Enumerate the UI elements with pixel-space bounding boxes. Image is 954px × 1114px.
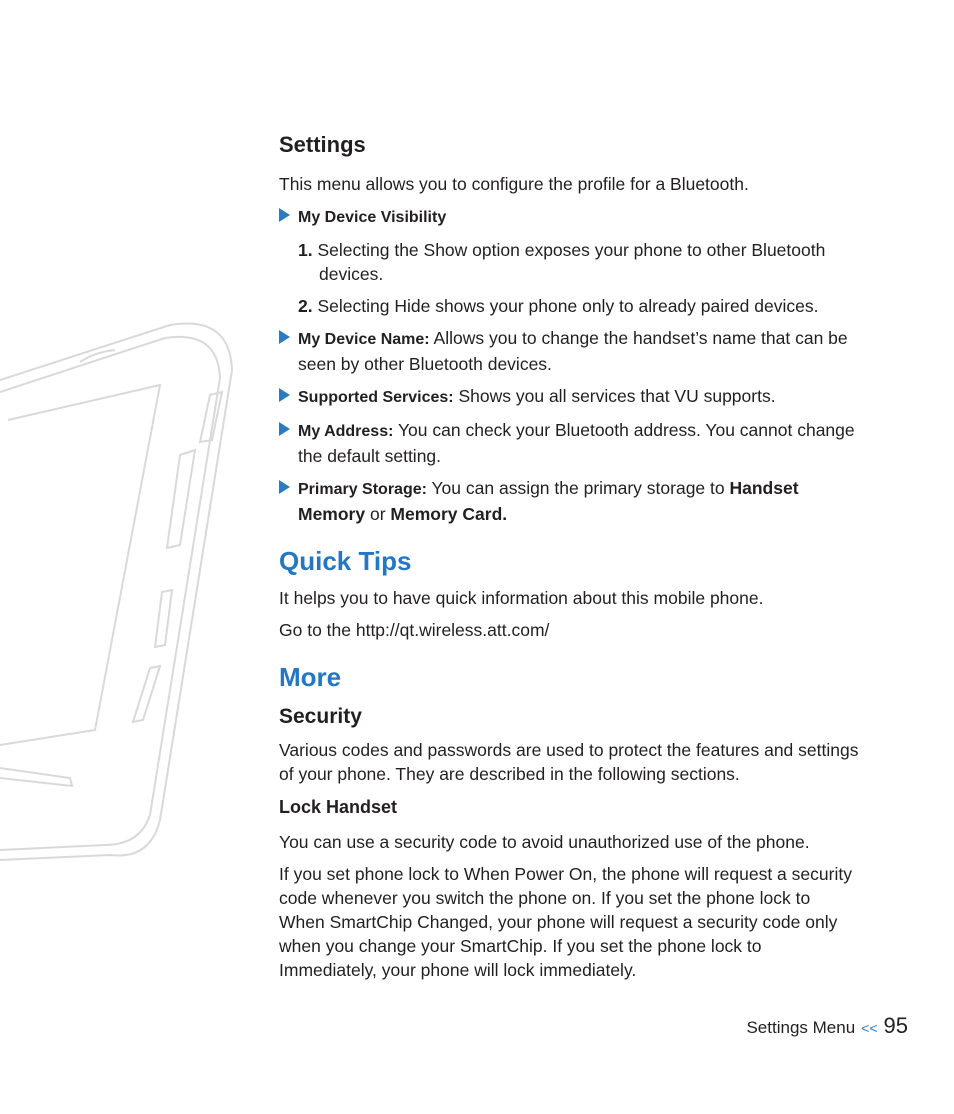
storage-option: Handset Memory <box>298 478 799 524</box>
settings-heading: Settings <box>279 132 366 157</box>
arrow-icon <box>279 388 290 402</box>
bullet-label: My Device Visibility <box>298 209 447 226</box>
bullet-label: Supported Services: <box>298 389 454 406</box>
bullet-text: You can check your Bluetooth address. You cannot change the default setting. <box>298 420 855 466</box>
arrow-icon <box>279 422 290 436</box>
quick-tips-text: It helps you to have quick information about this mobile phone. <box>279 588 764 608</box>
quick-tips-link[interactable]: Go to the http://qt.wireless.att.com/ <box>279 620 550 640</box>
storage-option: Memory Card. <box>390 504 508 524</box>
page-content <box>279 128 859 990</box>
chevron-left-icon: << <box>861 1020 878 1036</box>
page-number: 95 <box>883 1013 908 1038</box>
arrow-icon <box>279 208 290 222</box>
phone-illustration <box>0 300 250 880</box>
footer-section: Settings Menu <box>746 1018 856 1037</box>
step-item: 2. Selecting Hide shows your phone only to already paired devices. <box>298 296 819 316</box>
bullet-label: My Address: <box>298 423 394 440</box>
bullet-supported-services <box>279 384 859 410</box>
bullet-text: Shows you all services that VU supports. <box>458 386 776 406</box>
page-footer <box>746 1013 908 1039</box>
bullet-my-address <box>279 418 859 468</box>
bullet-device-visibility <box>279 204 859 230</box>
arrow-icon <box>279 480 290 494</box>
step-item: 1. Selecting the Show option exposes your phone to other Bluetooth devices. <box>298 240 826 284</box>
more-heading: More <box>279 662 342 692</box>
lock-text-1: You can use a security code to avoid unauthorized use of the phone. <box>279 832 810 852</box>
quick-tips-heading: Quick Tips <box>279 546 412 576</box>
bullet-primary-storage: Primary Storage: You can assign the primary storage to Handset Memory or Memory Card. <box>279 476 859 526</box>
bullet-label: Primary Storage: <box>298 481 427 498</box>
lock-handset-heading: Lock Handset <box>279 797 398 817</box>
settings-intro: This menu allows you to configure the profile for a Bluetooth. <box>279 174 749 194</box>
bullet-text: Allows you to change the handset’s name that can be seen by other Bluetooth devices. <box>298 328 848 374</box>
bullet-text: You can assign the primary storage to <box>431 478 725 498</box>
arrow-icon <box>279 330 290 344</box>
lock-text-2: If you set phone lock to When Power On, the phone will request a security code whenever you switch the phone on. If you set the phone lock to When SmartChip Changed, your phone will request a security code only when you change your SmartChip. If you set the phone lock to Immediately, your phone will lock immediately. <box>279 864 852 980</box>
bullet-label: My Device Name: <box>298 331 430 348</box>
security-heading: Security <box>279 705 362 728</box>
bullet-device-name <box>279 326 859 376</box>
security-text: Various codes and passwords are used to protect the features and settings of your phone. They are described in the following sections. <box>279 740 859 784</box>
